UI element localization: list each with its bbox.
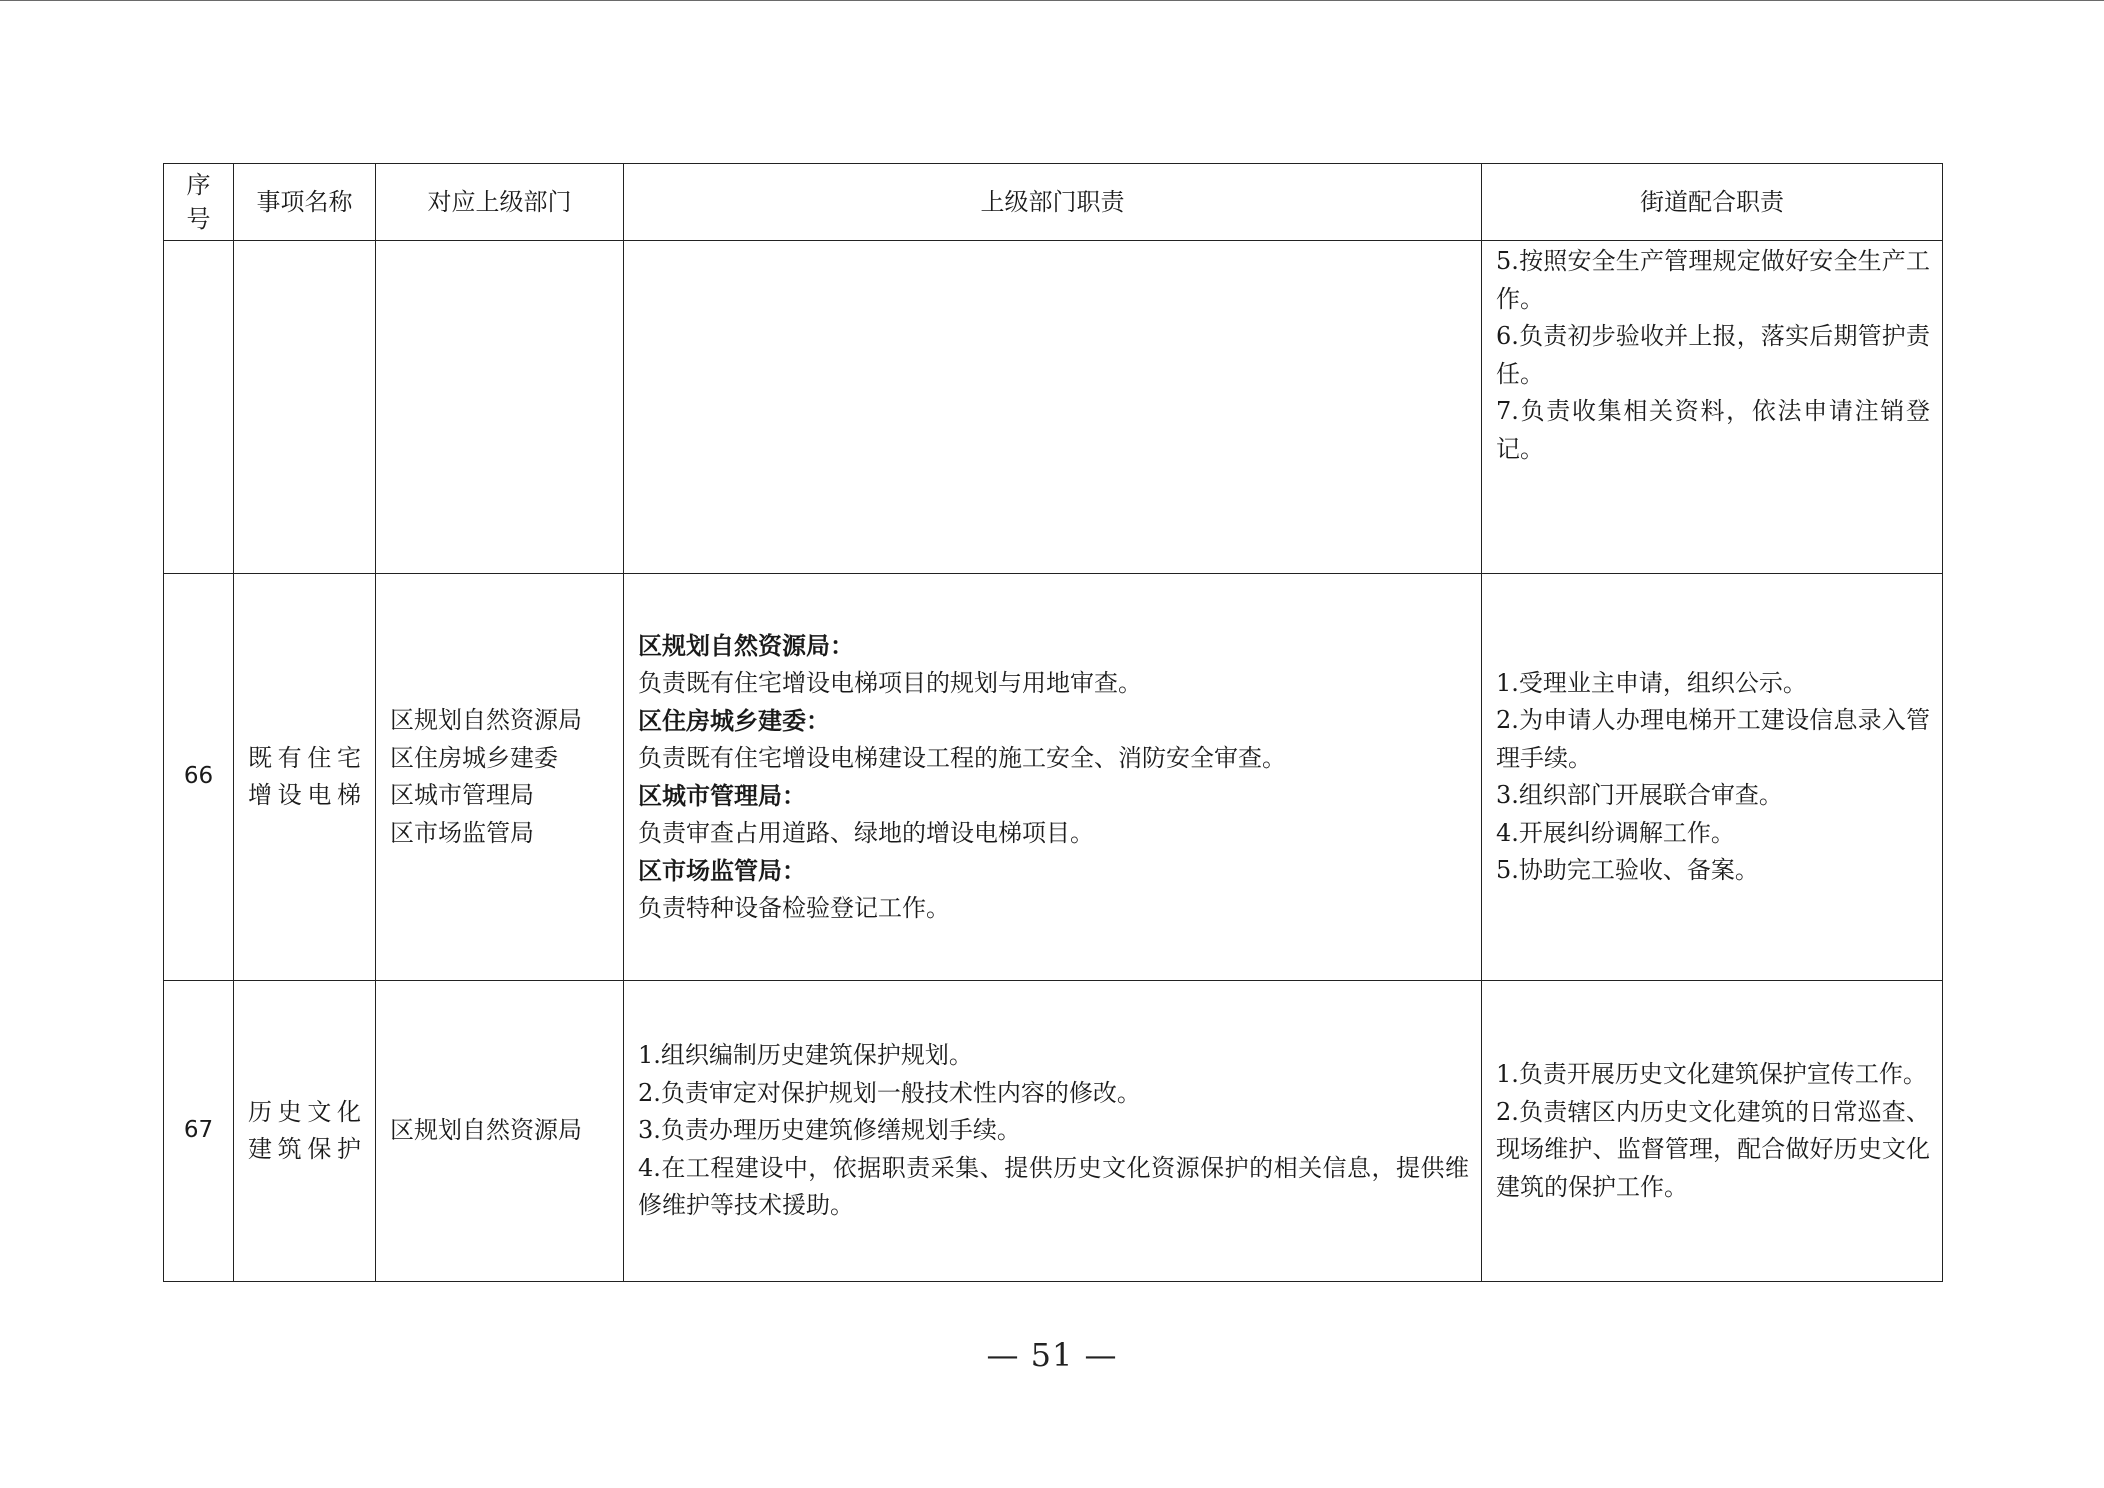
- page-number: — 51 —: [986, 1336, 1118, 1374]
- cell-street-duties: [1482, 981, 1943, 1282]
- cell-upper-empty: [624, 241, 1482, 574]
- upper-duty-text: 负责既有住宅增设电梯建设工程的施工安全、消防安全审查。: [638, 743, 1286, 772]
- street-duty-item: 4.开展纠纷调解工作。: [1496, 818, 1735, 847]
- cell-department: 区规划自然资源局: [376, 981, 624, 1282]
- upper-dept-heading: 区城市管理局：: [638, 781, 806, 810]
- upper-duty-item: 3.负责办理历史建筑修缮规划手续。: [638, 1116, 1021, 1145]
- table-row-67: [164, 981, 1943, 1282]
- cell-item-empty: [234, 241, 376, 574]
- upper-dept-heading: 区住房城乡建委：: [638, 706, 830, 735]
- cell-dept-empty: [376, 241, 624, 574]
- upper-dept-heading: 区市场监管局：: [638, 856, 806, 885]
- cell-number-empty: [164, 241, 234, 574]
- cell-departments: [376, 574, 624, 981]
- upper-duty-text: 负责特种设备检验登记工作。: [638, 893, 950, 922]
- table-header-row: [164, 164, 1943, 241]
- cell-upper-duties: [624, 981, 1482, 1282]
- street-duty-item: 2.为申请人办理电梯开工建设信息录入管理手续。: [1496, 706, 1930, 772]
- dept-name: 区城市管理局: [390, 781, 534, 809]
- street-duty-item: 6.负责初步验收并上报，落实后期管护责任。: [1496, 322, 1930, 388]
- upper-duty-text: 负责审查占用道路、绿地的增设电梯项目。: [638, 818, 1094, 847]
- street-duty-item: 1.受理业主申请，组织公示。: [1496, 668, 1807, 697]
- duty-table: [163, 163, 1943, 1282]
- page-top-border: [0, 0, 2104, 1]
- street-duty-item: 1.负责开展历史文化建筑保护宣传工作。: [1496, 1060, 1927, 1088]
- dept-name: 区住房城乡建委: [390, 743, 558, 772]
- street-duty-item: 2.负责辖区内历史文化建筑的日常巡查、现场维护、监督管理，配合做好历史文化建筑的保护工作。: [1496, 1097, 1930, 1201]
- dept-name: 区市场监管局: [390, 818, 534, 847]
- cell-item-name: 历史文化建筑保护: [234, 981, 376, 1282]
- upper-duty-item: 4.在工程建设中，依据职责采集、提供历史文化资源保护的相关信息，提供维修维护等技术援助。: [638, 1153, 1469, 1220]
- header-upper-duties: 上级部门职责: [624, 164, 1482, 241]
- header-number: 序号: [164, 164, 234, 241]
- street-duty-item: 3.组织部门开展联合审查。: [1496, 781, 1783, 809]
- header-department: 对应上级部门: [376, 164, 624, 241]
- cell-upper-duties: [624, 574, 1482, 981]
- upper-duty-item: 2.负责审定对保护规划一般技术性内容的修改。: [638, 1078, 1141, 1107]
- upper-duty-text: 负责既有住宅增设电梯项目的规划与用地审查。: [638, 668, 1142, 697]
- cell-item-name: 既有住宅增设电梯: [234, 574, 376, 981]
- cell-street-duties-continued: [1482, 241, 1943, 574]
- table-row-66: [164, 574, 1943, 981]
- header-item-name: 事项名称: [234, 164, 376, 241]
- upper-duty-item: 1.组织编制历史建筑保护规划。: [638, 1041, 973, 1070]
- header-street-duties: 街道配合职责: [1482, 164, 1943, 241]
- cell-number: 66: [164, 574, 234, 981]
- cell-number: 67: [164, 981, 234, 1282]
- street-duty-item: 5.按照安全生产管理规定做好安全生产工作。: [1496, 247, 1930, 313]
- upper-dept-heading: 区规划自然资源局：: [638, 631, 854, 660]
- table-row-continued: [164, 241, 1943, 574]
- street-duty-item: 5.协助完工验收、备案。: [1496, 856, 1759, 884]
- street-duty-item: 7.负责收集相关资料，依法申请注销登记。: [1496, 397, 1930, 463]
- cell-street-duties: [1482, 574, 1943, 981]
- dept-name: 区规划自然资源局: [390, 706, 582, 734]
